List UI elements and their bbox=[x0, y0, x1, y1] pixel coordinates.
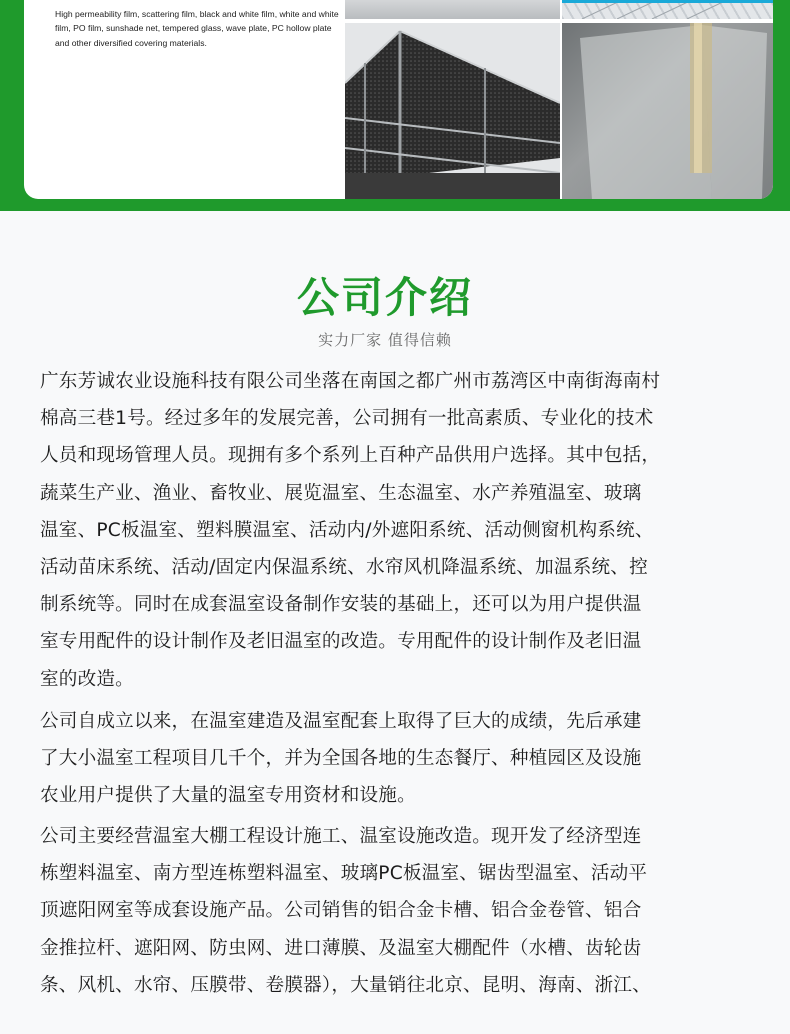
section-title: 公司介绍 bbox=[296, 273, 473, 322]
covering-materials-description: High permeability film, scattering film, black and white film, white and white film, PO film, sunshade net, tempered glass, wave plate, PC hollow plate and other diversified covering materials. bbox=[55, 9, 339, 48]
intro-paragraph-2: 公司自成立以来，在温室建造及温室配套上取得了巨大的成绩，先后承建 了大小温室工程项目几千个，并为全国各地的生态餐厅、种植园区及设施 农业用户提供了大量的温室专用资材和设施。 bbox=[40, 711, 642, 807]
covering-materials-card bbox=[24, 0, 773, 199]
product-banner bbox=[0, 0, 790, 211]
plastic-film-photo bbox=[562, 23, 773, 199]
section-subtitle: 实力厂家 值得信赖 bbox=[318, 331, 452, 349]
sunshade-net-photo bbox=[345, 23, 560, 199]
intro-paragraph-1: 广东芳诚农业设施科技有限公司坐落在南国之都广州市荔湾区中南街海南村 棉高三巷1号。经过多年的发展完善，公司拥有一批高素质、专业化的技术 人员和现场管理人员。现拥有多个系列上百种产品供用户选择。其中包括， 蔬菜生产业、渔业、畜牧业、展览温室、生态温室、水产养殖温室、玻璃 温室、PC板温室、塑料膜温室、活动内/外遮阳系统、活动侧窗机构系统、 活动苗床系统、活动/固定内保温系统、水帘风机降温系统、加温系统、控 制系统等。同时在成套温室设备制作安装的基础上，还可以为用户提供温 室专用配件的设计制作及老旧温室的改造。专用配件的设计制作及老旧温 室的改造。 bbox=[40, 371, 661, 690]
intro-paragraph-3: 公司主要经营温室大棚工程设计施工、温室设施改造。现开发了经济型连 栋塑料温室、南方型连栋塑料温室、玻璃PC板温室、锯齿型温室、活动平 顶遮阳网室等成套设施产品。公司销售的铝合金卡槽、铝合金卷管、铝合 金推拉杆、遮阳网、防虫网、进口薄膜、及温室大棚配件（水槽、齿轮齿 条、风机、水帘、压膜带、卷膜器），大量销往北京、昆明、海南、浙江、 bbox=[40, 826, 651, 996]
product-photo-top-right bbox=[562, 0, 773, 19]
product-photo-top-middle bbox=[345, 0, 560, 19]
